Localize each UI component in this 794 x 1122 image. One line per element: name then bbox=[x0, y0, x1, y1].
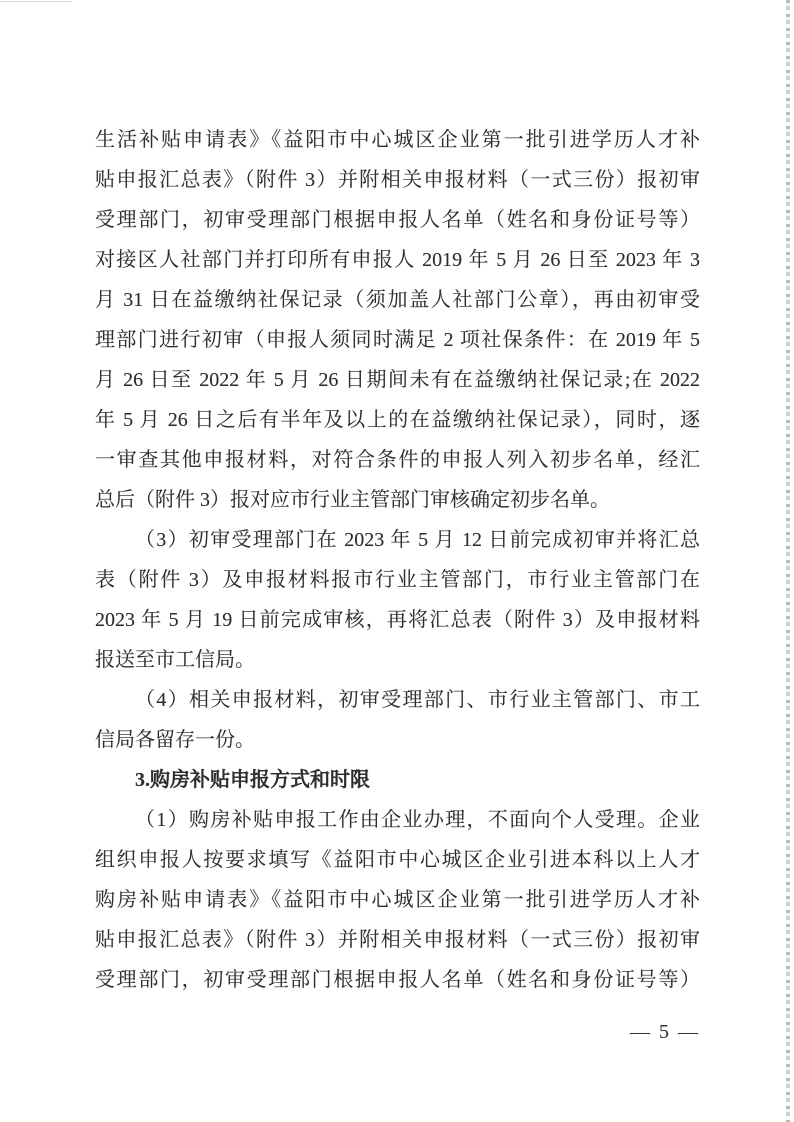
document-line: 购房补贴申请表》《益阳市中心城区企业第一批引进学历人才补 bbox=[95, 889, 700, 911]
page-number: — 5 — bbox=[630, 1021, 700, 1043]
document-line: （4）相关申报材料，初审受理部门、市行业主管部门、市工 bbox=[135, 689, 700, 711]
document-line: 贴申报汇总表》（附件 3）并附相关申报材料（一式三份）报初审 bbox=[95, 169, 700, 191]
document-line: 受理部门，初审受理部门根据申报人名单（姓名和身份证号等） bbox=[95, 209, 700, 231]
scan-artifact-right-edge bbox=[786, 0, 790, 1122]
document-line: 3.购房补贴申报方式和时限 bbox=[135, 769, 370, 791]
scan-artifact-top-edge bbox=[0, 1, 72, 2]
document-line: 表（附件 3）及申报材料报市行业主管部门，市行业主管部门在 bbox=[95, 569, 700, 591]
document-body bbox=[95, 120, 700, 1000]
document-line: 贴申报汇总表》（附件 3）并附相关申报材料（一式三份）报初审 bbox=[95, 929, 700, 951]
document-line: （1）购房补贴申报工作由企业办理，不面向个人受理。企业 bbox=[135, 809, 700, 831]
document-line: 组织申报人按要求填写《益阳市中心城区企业引进本科以上人才 bbox=[95, 849, 700, 871]
document-line: 理部门进行初审（申报人须同时满足 2 项社保条件：在 2019 年 5 bbox=[95, 329, 700, 351]
document-line: 信局各留存一份。 bbox=[95, 729, 255, 751]
document-line: 月 31 日在益缴纳社保记录（须加盖人社部门公章），再由初审受 bbox=[95, 289, 700, 311]
document-line: 对接区人社部门并打印所有申报人 2019 年 5 月 26 日至 2023 年 3 bbox=[95, 249, 700, 271]
document-line: 生活补贴申请表》《益阳市中心城区企业第一批引进学历人才补 bbox=[95, 129, 700, 151]
document-line: 总后（附件 3）报对应市行业主管部门审核确定初步名单。 bbox=[95, 489, 610, 511]
document-line: 2023 年 5 月 19 日前完成审核，再将汇总表（附件 3）及申报材料 bbox=[95, 609, 700, 631]
document-line: 年 5 月 26 日之后有半年及以上的在益缴纳社保记录），同时，逐 bbox=[95, 409, 700, 431]
document-line: 受理部门，初审受理部门根据申报人名单（姓名和身份证号等） bbox=[95, 969, 700, 991]
document-line: 报送至市工信局。 bbox=[95, 649, 255, 671]
document-line: （3）初审受理部门在 2023 年 5 月 12 日前完成初审并将汇总 bbox=[135, 529, 700, 551]
document-line: 一审查其他申报材料，对符合条件的申报人列入初步名单，经汇 bbox=[95, 449, 700, 471]
document-line: 月 26 日至 2022 年 5 月 26 日期间未有在益缴纳社保记录;在 2022 bbox=[95, 369, 700, 391]
